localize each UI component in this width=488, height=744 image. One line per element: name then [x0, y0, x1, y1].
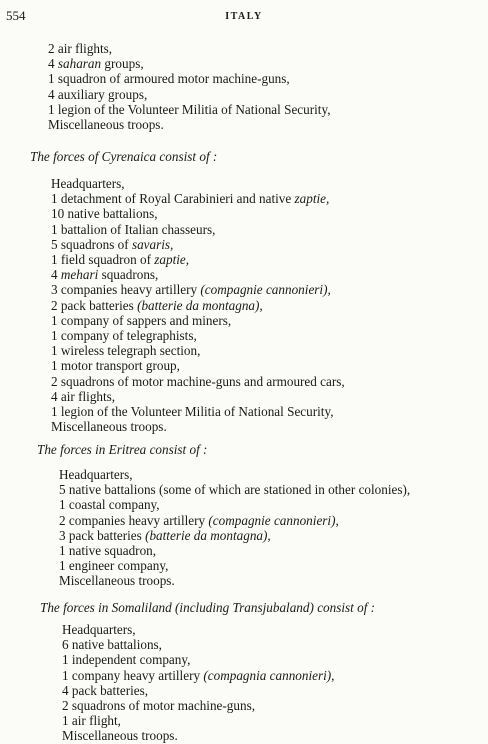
- list-item: 10 native battalions,: [51, 206, 158, 222]
- list-item: 1 legion of the Volunteer Militia of National Security,: [48, 101, 331, 117]
- list-item: 4 air flights,: [51, 388, 116, 404]
- list-item: 1 company of sappers and miners,: [51, 312, 232, 328]
- page-number: 554: [6, 8, 26, 23]
- list-item: 5 native battalions (some of which are stationed in other colonies),: [59, 482, 411, 498]
- somaliland-heading: The forces in Somaliland (including Transjubaland) consist of :: [40, 600, 376, 615]
- eritrea-list: [59, 467, 410, 589]
- running-head: ITALY: [225, 11, 263, 22]
- list-item: Miscellaneous troops.: [62, 728, 178, 744]
- list-item: 6 native battalions,: [62, 637, 162, 653]
- list-item: Miscellaneous troops.: [48, 117, 164, 133]
- list-item: 5 squadrons of savaris,: [51, 236, 174, 252]
- somaliland-list: [62, 622, 334, 744]
- list-item: 1 wireless telegraph section,: [51, 343, 201, 359]
- list-item: 1 detachment of Royal Carabinieri and native zaptie,: [51, 191, 330, 207]
- eritrea-heading: The forces in Eritrea consist of :: [37, 442, 208, 457]
- list-item: 1 battalion of Italian chasseurs,: [51, 221, 216, 237]
- page-header: [6, 8, 482, 24]
- list-item: 4 saharan groups,: [48, 56, 144, 72]
- top-list: [48, 41, 331, 132]
- list-item: 1 company of telegraphists,: [51, 328, 197, 344]
- list-item: 4 pack batteries,: [62, 682, 149, 698]
- list-item: 1 motor transport group,: [51, 358, 180, 374]
- list-item: Miscellaneous troops.: [59, 573, 175, 589]
- list-item: 1 field squadron of zaptie,: [51, 252, 190, 268]
- list-item: 4 mehari squadrons,: [51, 267, 159, 283]
- list-item: 1 independent company,: [62, 652, 191, 668]
- list-item: 1 company heavy artillery (compagnia cannonieri),: [62, 667, 335, 683]
- list-item: 1 coastal company,: [59, 497, 160, 513]
- list-item: 1 air flight,: [62, 713, 121, 729]
- list-item: Miscellaneous troops.: [51, 419, 167, 435]
- list-item: 2 squadrons of motor machine-guns,: [62, 698, 256, 714]
- list-item: 2 companies heavy artillery (compagnie cannonieri),: [59, 512, 339, 528]
- list-item: 2 squadrons of motor machine-guns and armoured cars,: [51, 373, 345, 389]
- cyrenaica-heading: The forces of Cyrenaica consist of :: [30, 149, 218, 164]
- list-item: 1 legion of the Volunteer Militia of National Security,: [51, 404, 334, 420]
- list-item: 4 auxiliary groups,: [48, 86, 148, 102]
- list-item: 2 air flights,: [48, 41, 113, 56]
- list-item: Headquarters,: [62, 622, 136, 637]
- list-item: 2 pack batteries (batterie da montagna),: [51, 297, 263, 313]
- list-item: 1 squadron of armoured motor machine-guns,: [48, 71, 290, 87]
- list-item: Headquarters,: [51, 176, 125, 191]
- list-item: 1 engineer company,: [59, 558, 169, 574]
- list-item: Headquarters,: [59, 467, 133, 482]
- list-item: 3 pack batteries (batterie da montagna),: [59, 527, 271, 543]
- list-item: 3 companies heavy artillery (compagnie cannonieri),: [51, 282, 331, 298]
- cyrenaica-list: [51, 176, 345, 434]
- list-item: 1 native squadron,: [59, 543, 157, 559]
